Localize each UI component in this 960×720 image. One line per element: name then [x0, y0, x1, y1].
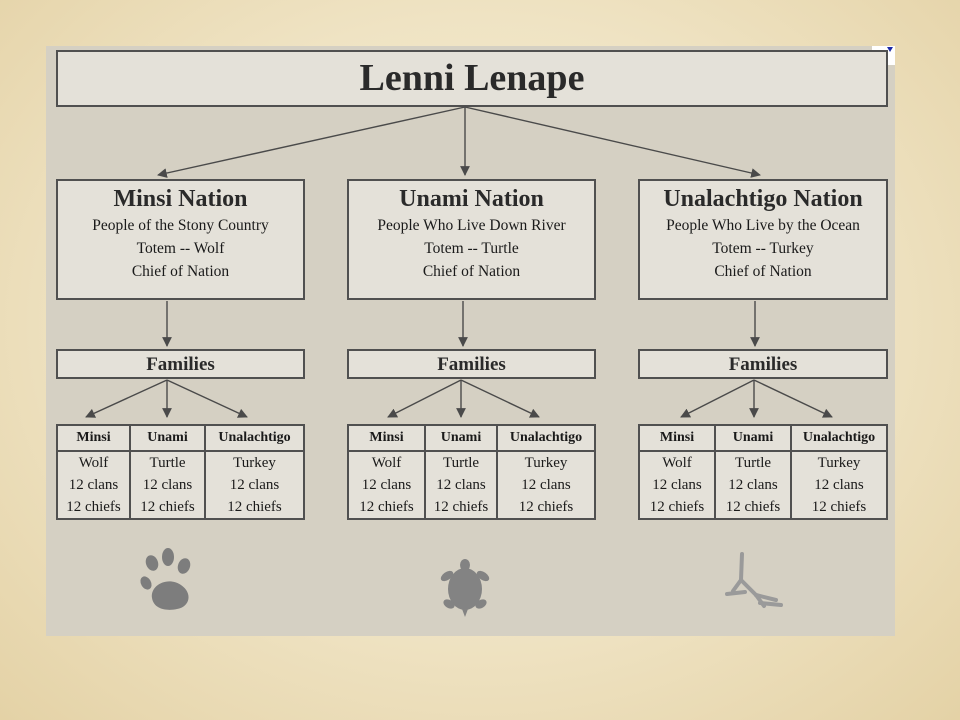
- families-label: Families: [728, 354, 798, 375]
- nation-chief: Chief of Nation: [131, 263, 230, 280]
- turtle-icon: [439, 559, 491, 617]
- paw-print-icon: [138, 548, 192, 610]
- table-cell: 12 chiefs: [359, 499, 414, 515]
- table-cell: Wolf: [371, 455, 402, 471]
- clan-header: Unalachtigo: [791, 425, 887, 451]
- table-cell: 12 clans: [715, 474, 791, 496]
- table-cell: 12 chiefs: [497, 496, 595, 519]
- families-label: Families: [146, 354, 215, 375]
- clan-header: Minsi: [348, 425, 425, 451]
- table-cell: 12 clans: [497, 474, 595, 496]
- table-cell: 12 clans: [425, 474, 497, 496]
- clan-header: Unami: [130, 425, 205, 451]
- table-cell: Turtle: [130, 451, 205, 474]
- table-cell: 12 clans: [68, 477, 119, 493]
- table-cell: 12 chiefs: [715, 496, 791, 519]
- nation-totem: Totem -- Turtle: [424, 240, 519, 257]
- table-cell: 12 clans: [791, 474, 887, 496]
- clan-header: Minsi: [57, 425, 130, 451]
- table-cell: Turtle: [425, 451, 497, 474]
- clan-header: Unami: [715, 425, 791, 451]
- table-cell: 12 chiefs: [130, 496, 205, 519]
- nation-totem: Totem -- Wolf: [136, 240, 225, 257]
- clan-header: Unalachtigo: [205, 425, 304, 451]
- table-cell: 12 clans: [130, 474, 205, 496]
- diagram-title: Lenni Lenape: [359, 57, 585, 99]
- table-cell: Wolf: [662, 455, 692, 471]
- table-cell: Turtle: [715, 451, 791, 474]
- table-cell: 12 chiefs: [205, 496, 304, 519]
- table-cell: 12 chiefs: [425, 496, 497, 519]
- nation-meaning: People Who Live by the Ocean: [666, 217, 860, 234]
- table-cell: Turkey: [205, 451, 304, 474]
- nation-meaning: People Who Live Down River: [377, 217, 566, 234]
- turkey-track-icon: [727, 554, 781, 606]
- families-label: Families: [437, 354, 506, 375]
- nation-name: Unalachtigo Nation: [663, 186, 863, 212]
- table-cell: Wolf: [78, 455, 109, 471]
- nation-chief: Chief of Nation: [422, 263, 521, 280]
- nation-chief: Chief of Nation: [714, 263, 812, 280]
- clan-header: Unalachtigo: [497, 425, 595, 451]
- nation-name: Unami Nation: [399, 186, 544, 212]
- nation-totem: Totem -- Turkey: [712, 240, 814, 257]
- nation-name: Minsi Nation: [113, 186, 248, 212]
- table-cell: 12 chiefs: [791, 496, 887, 519]
- table-cell: 12 clans: [361, 477, 412, 493]
- table-cell: 12 clans: [652, 477, 702, 493]
- table-cell: Turkey: [497, 451, 595, 474]
- table-cell: 12 chiefs: [649, 499, 705, 515]
- table-cell: 12 clans: [205, 474, 304, 496]
- table-cell: 12 chiefs: [66, 499, 121, 515]
- clan-header: Unami: [425, 425, 497, 451]
- nation-meaning: People of the Stony Country: [92, 217, 269, 234]
- table-cell: Turkey: [791, 451, 887, 474]
- clan-header: Minsi: [639, 425, 715, 451]
